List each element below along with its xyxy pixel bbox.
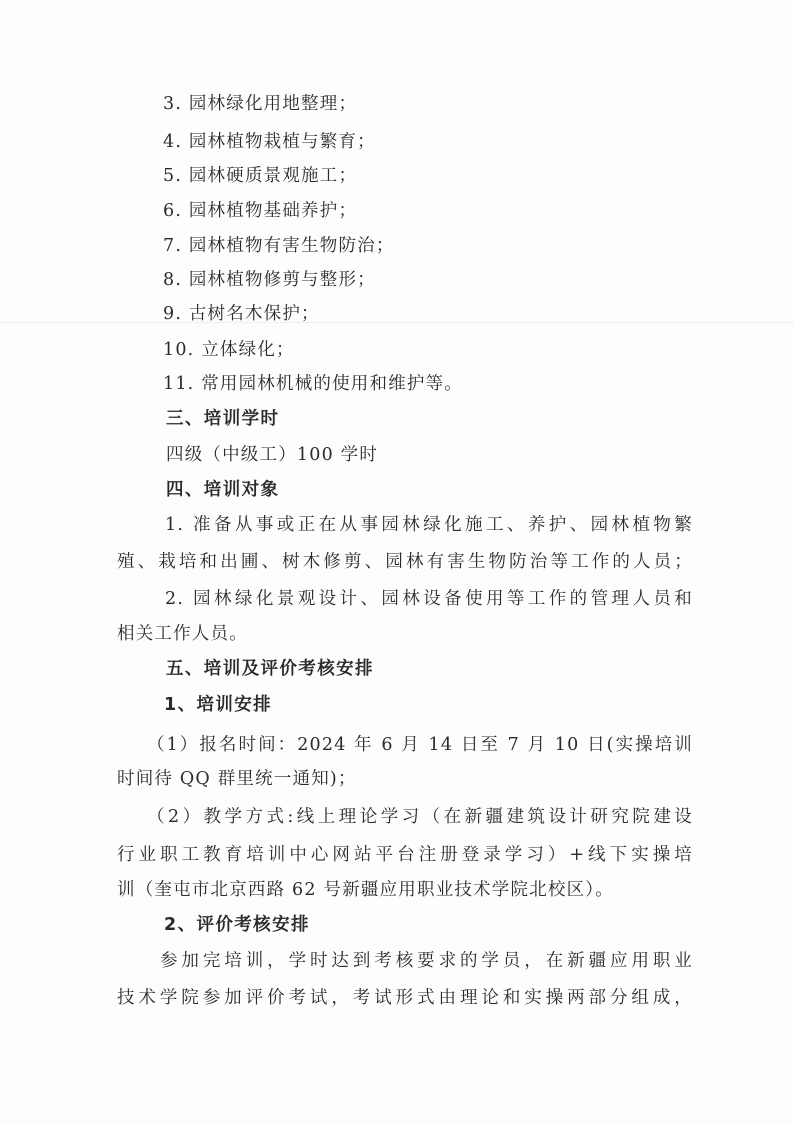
list-item: 6. 园林植物基础养护；	[163, 201, 358, 221]
section-heading-trainees: 四、培训对象	[166, 480, 280, 500]
training-hours-text: 四级（中级工）100 学时	[166, 445, 379, 465]
list-item: 10. 立体绿化；	[163, 340, 295, 360]
registration-line-2: 时间待 QQ 群里统一通知)；	[117, 769, 357, 789]
subheading-training-arrangement: 1、培训安排	[164, 695, 273, 715]
subheading-evaluation-arrangement: 2、评价考核安排	[164, 915, 310, 935]
list-item: 4. 园林植物栽植与繁育；	[163, 132, 376, 152]
section-heading-arrangements: 五、培训及评价考核安排	[166, 659, 374, 679]
list-item: 5. 园林硬质景观施工；	[163, 166, 358, 186]
evaluation-line-2: 技术学院参加评价考试，考试形式由理论和实操两部分组成，	[117, 988, 693, 1008]
registration-line-1: （1）报名时间：2024 年 6 月 14 日至 7 月 10 日(实操培训	[147, 735, 693, 755]
section-heading-training-hours: 三、培训学时	[166, 409, 280, 429]
teaching-method-line-1: （2）教学方式:线上理论学习（在新疆建筑设计研究院建设	[147, 807, 693, 827]
scan-artifact-line	[0, 322, 794, 323]
trainees-paragraph-1-line-2: 殖、栽培和出圃、树木修剪、园林有害生物防治等工作的人员；	[117, 552, 693, 572]
teaching-method-line-2: 行业职工教育培训中心网站平台注册登录学习）+线下实操培	[117, 845, 693, 865]
trainees-paragraph-1-line-1: 1. 准备从事或正在从事园林绿化施工、养护、园林植物繁	[165, 515, 693, 535]
trainees-paragraph-2-line-2: 相关工作人员。	[117, 624, 248, 644]
teaching-method-line-3: 训（奎屯市北京西路 62 号新疆应用职业技术学院北校区）。	[117, 880, 614, 900]
list-item: 11. 常用园林机械的使用和维护等。	[163, 374, 463, 394]
evaluation-line-1: 参加完培训，学时达到考核要求的学员，在新疆应用职业	[160, 951, 693, 971]
list-item: 3. 园林绿化用地整理；	[163, 94, 358, 114]
list-item: 7. 园林植物有害生物防治；	[163, 236, 395, 256]
list-item: 9. 古树名木保护；	[163, 304, 320, 324]
trainees-paragraph-2-line-1: 2. 园林绿化景观设计、园林设备使用等工作的管理人员和	[165, 589, 693, 609]
list-item: 8. 园林植物修剪与整形；	[163, 270, 376, 290]
